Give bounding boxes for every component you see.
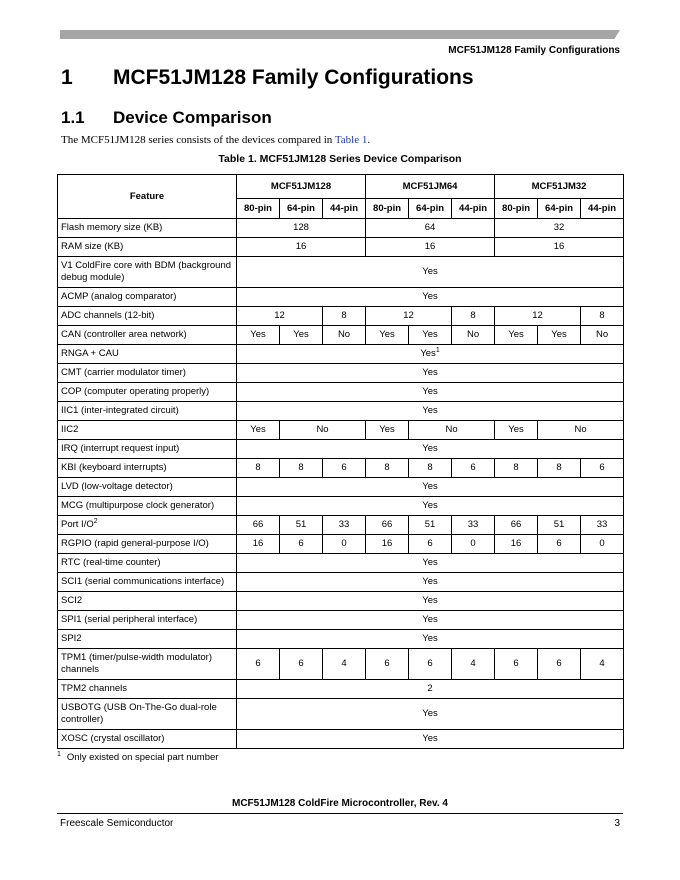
cell-value: 8 [298,462,304,473]
value-cell [452,326,495,345]
value-cell [237,421,280,440]
cell-value: 0 [470,538,476,549]
value-cell [237,402,624,421]
value-cell [323,649,366,680]
cell-value: 6 [513,658,519,669]
value-cell [538,649,581,680]
value-cell [237,326,280,345]
subsection-heading [61,108,272,128]
feature-label: RGPIO (rapid general-purpose I/O) [61,538,209,549]
value-cell [495,219,624,238]
value-cell [237,307,323,326]
feature-label: LVD (low-voltage detector) [61,481,173,492]
table-row [58,516,624,535]
cell-value: Yes [422,576,438,587]
value-cell [538,421,624,440]
cell-value: Yes [422,329,438,340]
table-row [58,440,624,459]
cell-value: 6 [298,538,304,549]
cell-value: No [466,329,480,340]
table-row [58,554,624,573]
feature-label: IRQ (interrupt request input) [61,443,180,454]
feature-cell [58,573,237,592]
cell-value: Yes [551,329,567,340]
footnote-text: Only existed on special part number [66,752,219,763]
footnote-mark: 1 [57,750,61,758]
section-heading [61,66,474,90]
pin-header: 64-pin [409,199,452,219]
group-header: MCF51JM128 [237,175,366,199]
value-cell [495,421,538,440]
table-row [58,421,624,440]
feature-label: SPI1 (serial peripheral interface) [61,614,198,625]
value-cell [237,364,624,383]
value-cell [366,459,409,478]
table-row [58,478,624,497]
feature-cell [58,478,237,497]
pin-header: 80-pin [237,199,280,219]
cell-value: Yes [422,291,438,302]
table-row [58,288,624,307]
cell-value: 32 [553,222,565,233]
value-cell [366,326,409,345]
footnote-ref: 2 [93,517,98,525]
cell-value: 66 [381,519,393,530]
feature-label: TPM1 (timer/pulse-width modulator) channels [61,652,212,675]
feature-cell [58,345,237,364]
feature-label: V1 ColdFire core with BDM (background debug module) [61,260,232,283]
cell-value: 6 [298,658,304,669]
feature-label: ADC channels (12-bit) [61,310,155,321]
value-cell [452,649,495,680]
cell-value: Yes [422,386,438,397]
table-body [58,219,624,749]
feature-cell [58,516,237,535]
value-cell [237,459,280,478]
cell-value: Yes [422,733,438,744]
value-cell [323,459,366,478]
feature-label: SCI2 [61,595,83,606]
cell-value: 8 [341,310,347,321]
pin-header: 80-pin [366,199,409,219]
cell-value: 16 [252,538,264,549]
device-comparison-table [57,174,624,749]
feature-label: CAN (controller area network) [61,329,187,340]
cell-value: 16 [381,538,393,549]
running-header: MCF51JM128 Family Configurations [448,45,620,56]
value-cell [538,326,581,345]
value-cell [237,345,624,364]
table-row [58,383,624,402]
value-cell [452,535,495,554]
value-cell [237,478,624,497]
cell-value: Yes [422,443,438,454]
feature-label: ACMP (analog comparator) [61,291,177,302]
value-cell [581,535,624,554]
feature-label: IIC2 [61,424,79,435]
pin-header: 44-pin [323,199,366,219]
cell-value: 12 [274,310,285,321]
cell-value: 33 [596,519,608,530]
table-row [58,573,624,592]
table-row [58,345,624,364]
table-link[interactable]: Table 1 [334,134,368,146]
value-cell [538,535,581,554]
feature-label: SPI2 [61,633,82,644]
footnote [57,752,218,763]
feature-label: USBOTG (USB On-The-Go dual-role controller) [61,702,217,725]
cell-value: Yes [422,405,438,416]
table-row [58,680,624,699]
cell-value: 6 [384,658,390,669]
cell-value: Yes [422,367,438,378]
cell-value: 2 [427,683,433,694]
value-cell [495,459,538,478]
value-cell [237,440,624,459]
value-cell [538,459,581,478]
value-cell [581,459,624,478]
page-number: 3 [614,818,620,829]
value-cell [323,326,366,345]
feature-cell [58,219,237,238]
value-cell [452,516,495,535]
cell-value: No [445,424,458,435]
value-cell [409,421,495,440]
value-cell [366,516,409,535]
table-row [58,611,624,630]
feature-cell [58,554,237,573]
feature-label: SCI1 (serial communications interface) [61,576,225,587]
subsection-number: 1.1 [61,108,85,127]
value-cell [237,573,624,592]
cell-value: Yes [508,424,524,435]
cell-value: 8 [470,310,476,321]
section-title: MCF51JM128 Family Configurations [113,66,474,89]
value-cell [237,535,280,554]
table-row [58,364,624,383]
feature-label: CMT (carrier modulator timer) [61,367,186,378]
value-cell [495,326,538,345]
cell-value: 16 [424,241,436,252]
value-cell [323,535,366,554]
cell-value: Yes [250,329,266,340]
cell-value: Yes [422,500,438,511]
intro-paragraph [61,134,370,146]
feature-label: RNGA + CAU [61,348,119,359]
cell-value: 12 [532,310,543,321]
footer-title: MCF51JM128 ColdFire Microcontroller, Rev. 4 [232,798,448,809]
feature-label: XOSC (crystal oscillator) [61,733,165,744]
cell-value: Yes [379,329,395,340]
value-cell [581,326,624,345]
value-cell [452,459,495,478]
table-row [58,459,624,478]
feature-cell [58,730,237,749]
value-cell [409,459,452,478]
cell-value: 16 [553,241,565,252]
cell-value: 128 [293,222,309,233]
footnote-ref: 1 [435,346,440,354]
value-cell [366,307,452,326]
cell-value: 8 [427,462,433,473]
cell-value: Yes [508,329,524,340]
feature-cell [58,238,237,257]
cell-value: 8 [384,462,390,473]
value-cell [366,421,409,440]
table-row [58,497,624,516]
cell-value: 0 [599,538,605,549]
value-cell [237,680,624,699]
feature-cell [58,421,237,440]
value-cell [366,535,409,554]
feature-label: MCG (multipurpose clock generator) [61,500,215,511]
cell-value: 6 [341,462,347,473]
cell-value: No [574,424,587,435]
value-cell [237,554,624,573]
cell-value: No [316,424,329,435]
cell-value: Yes [293,329,309,340]
value-cell [237,238,366,257]
feature-header: Feature [58,175,237,219]
value-cell [409,516,452,535]
group-header: MCF51JM32 [495,175,624,199]
value-cell [237,257,624,288]
cell-value: Yes [420,348,436,359]
value-cell [366,649,409,680]
value-cell [538,516,581,535]
feature-cell [58,649,237,680]
cell-value: 51 [295,519,307,530]
value-cell [280,459,323,478]
value-cell [366,238,495,257]
value-cell [237,383,624,402]
feature-cell [58,680,237,699]
value-cell [581,307,624,326]
feature-cell [58,288,237,307]
value-cell [280,326,323,345]
feature-label: COP (computer operating properly) [61,386,210,397]
feature-cell [58,459,237,478]
feature-cell [58,402,237,421]
cell-value: 6 [470,462,476,473]
feature-cell [58,440,237,459]
cell-value: 66 [252,519,264,530]
value-cell [366,219,495,238]
cell-value: 6 [556,538,562,549]
value-cell [452,307,495,326]
group-header: MCF51JM64 [366,175,495,199]
value-cell [237,649,280,680]
cell-value: 4 [341,658,347,669]
feature-label: KBI (keyboard interrupts) [61,462,167,473]
value-cell [323,516,366,535]
cell-value: 0 [341,538,347,549]
feature-cell [58,592,237,611]
feature-cell [58,535,237,554]
value-cell [237,592,624,611]
cell-value: 51 [424,519,436,530]
pin-header: 64-pin [280,199,323,219]
value-cell [495,238,624,257]
cell-value: 16 [295,241,307,252]
cell-value: 12 [403,310,414,321]
table-row [58,238,624,257]
cell-value: 64 [424,222,436,233]
cell-value: 33 [338,519,350,530]
feature-cell [58,699,237,730]
feature-cell [58,611,237,630]
cell-value: 51 [553,519,565,530]
cell-value: 8 [513,462,519,473]
cell-value: 6 [599,462,605,473]
cell-value: Yes [422,557,438,568]
value-cell [237,288,624,307]
cell-value: 6 [255,658,261,669]
table-row [58,630,624,649]
feature-label: RTC (real-time counter) [61,557,161,568]
pin-header: 44-pin [452,199,495,219]
value-cell [409,535,452,554]
cell-value: 33 [467,519,479,530]
table-row [58,307,624,326]
cell-value: Yes [422,633,438,644]
cell-value: 6 [427,658,433,669]
feature-label: Port I/O [61,519,94,530]
value-cell [581,649,624,680]
table-row [58,257,624,288]
feature-cell [58,497,237,516]
table-row [58,326,624,345]
cell-value: 4 [470,658,476,669]
cell-value: 66 [510,519,522,530]
cell-value: Yes [422,614,438,625]
value-cell [323,307,366,326]
cell-value: Yes [379,424,395,435]
value-cell [280,649,323,680]
table-row [58,219,624,238]
value-cell [495,307,581,326]
value-cell [280,421,366,440]
pin-header: 64-pin [538,199,581,219]
value-cell [237,630,624,649]
feature-cell [58,383,237,402]
feature-label: IIC1 (inter-integrated circuit) [61,405,179,416]
value-cell [237,699,624,730]
value-cell [409,326,452,345]
feature-label: RAM size (KB) [61,241,124,252]
value-cell [581,516,624,535]
section-number: 1 [61,66,73,89]
table-row [58,592,624,611]
table-row [58,699,624,730]
value-cell [409,649,452,680]
cell-value: Yes [422,595,438,606]
pin-header: 80-pin [495,199,538,219]
pin-header: 44-pin [581,199,624,219]
feature-cell [58,257,237,288]
value-cell [495,649,538,680]
intro-text: The MCF51JM128 series consists of the devices compared in [61,134,335,146]
cell-value: 4 [599,658,605,669]
feature-cell [58,307,237,326]
subsection-title: Device Comparison [113,108,272,127]
feature-cell [58,364,237,383]
value-cell [280,535,323,554]
feature-cell [58,630,237,649]
value-cell [237,611,624,630]
table-row [58,402,624,421]
cell-value: Yes [422,708,438,719]
value-cell [495,535,538,554]
footer-company: Freescale Semiconductor [60,818,174,829]
table-row [58,649,624,680]
cell-value: Yes [422,266,438,277]
value-cell [280,516,323,535]
cell-value: 8 [556,462,562,473]
cell-value: No [595,329,609,340]
table-row [58,730,624,749]
footer-rule [57,813,623,814]
feature-label: TPM2 channels [61,683,128,694]
cell-value: 8 [255,462,261,473]
intro-end: . [367,134,371,146]
table-row [58,535,624,554]
table-caption: Table 1. MCF51JM128 Series Device Comparison [218,153,462,165]
feature-label: Flash memory size (KB) [61,222,163,233]
feature-cell [58,326,237,345]
value-cell [237,730,624,749]
cell-value: Yes [250,424,266,435]
header-rule [60,30,620,39]
value-cell [237,497,624,516]
value-cell [237,219,366,238]
cell-value: 16 [510,538,522,549]
cell-value: 8 [599,310,605,321]
value-cell [237,516,280,535]
cell-value: 6 [556,658,562,669]
cell-value: Yes [422,481,438,492]
value-cell [495,516,538,535]
cell-value: 6 [427,538,433,549]
cell-value: No [337,329,351,340]
